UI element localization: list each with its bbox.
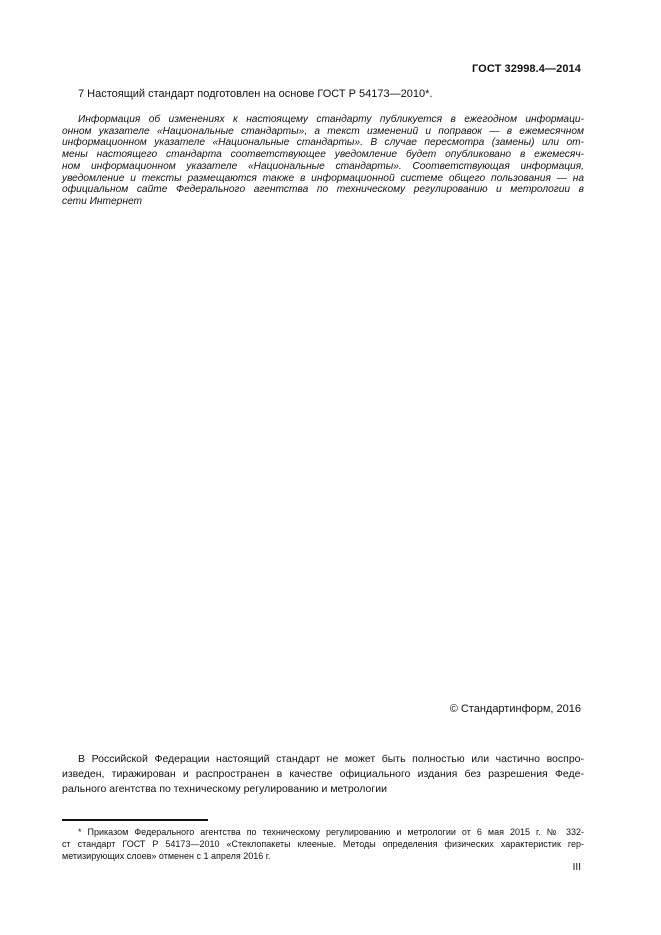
- rf-distribution-notice: [62, 752, 584, 797]
- copyright-notice: © Стандартинформ, 2016: [449, 703, 581, 715]
- info-line: Информация об изменениях к настоящему стандарту публикуется в ежегодном информаци-: [78, 114, 584, 125]
- rf-notice-line: В Российской Федерации настоящий стандарт не может быть полностью или частично воспро-: [78, 753, 584, 765]
- info-line: ном информационном указателе «Национальные стандарты». Соответствующая информация,: [62, 160, 584, 172]
- footnote-separator: [62, 819, 208, 821]
- footnote: [62, 826, 584, 862]
- info-line: сети Интернет: [62, 195, 142, 207]
- footnote-line: ст стандарт ГОСТ Р 54173—2010 «Стеклопакеты клееные. Методы определения физических характеристик гер-: [62, 839, 584, 849]
- info-line: уведомление и тексты размещаются также в информационной системе общего пользования — на: [62, 172, 584, 184]
- rf-notice-line: изведен, тиражирован и распространен в качестве официального издания без разрешения Феде-: [62, 768, 584, 780]
- item-7-text: 7 Настоящий стандарт подготовлен на основе ГОСТ Р 54173—2010*.: [78, 88, 433, 100]
- rf-notice-line: рального агентства по техническому регулированию и метрологии: [62, 783, 387, 795]
- info-line: информационном указателе «Национальные стандарты». В случае пересмотра (замены) или от-: [62, 137, 584, 149]
- page-number: III: [572, 862, 581, 873]
- info-line: мены настоящего стандарта соответствующее уведомление будет опубликовано в ежемесяч-: [62, 149, 584, 161]
- footnote-line: * Приказом Федерального агентства по техническому регулированию и метрологии от 6 мая 2015 г. № 332-: [78, 827, 584, 837]
- info-line: официальном сайте Федерального агентства по техническому регулированию и метрологии в: [62, 184, 584, 196]
- footnote-line: метизирующих слоев» отменен с 1 апреля 2016 г.: [62, 851, 271, 861]
- change-information-paragraph: [62, 114, 584, 208]
- standard-code-header: ГОСТ 32998.4—2014: [471, 63, 581, 75]
- info-line: онном указателе «Национальные стандарты», а текст изменений и поправок — в ежемесячном: [62, 125, 584, 137]
